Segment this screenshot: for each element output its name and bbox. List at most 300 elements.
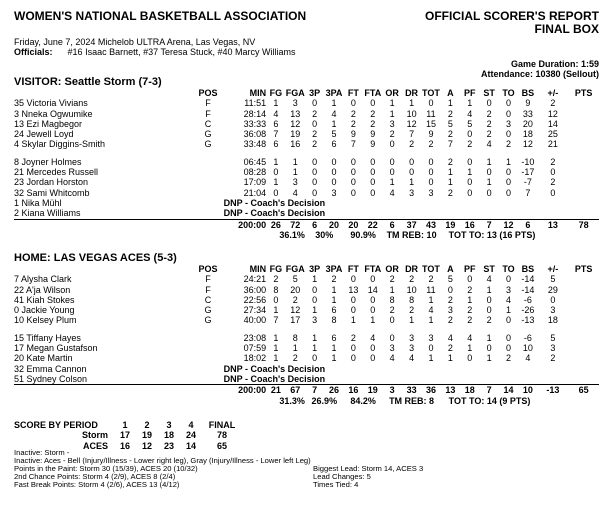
stat-cell: 6: [273, 118, 279, 129]
stat-cell: 0: [467, 353, 473, 364]
stat-cell: 2: [312, 139, 318, 150]
stat-cell: 4: [467, 108, 473, 119]
stat-cell: 2: [331, 274, 337, 285]
column-header: A: [447, 88, 454, 98]
dnp-row: [14, 208, 599, 219]
stat-cell: 4: [486, 274, 492, 285]
stat-cell: 0: [486, 98, 492, 109]
total-cell: 18: [460, 385, 479, 396]
stat-cell: 5: [447, 118, 453, 129]
player-name: 4 Skylar Diggins-Smith: [14, 139, 106, 150]
player-name: 21 Mercedes Russell: [14, 167, 99, 178]
stat-cell: 7: [350, 139, 356, 150]
stat-cell: 2: [428, 274, 434, 285]
total-cell: 20: [324, 219, 343, 230]
period-header-row: [14, 420, 242, 430]
stat-cell: 2: [550, 156, 556, 167]
stat-cell: 0: [350, 353, 356, 364]
stat-cell: 1: [447, 167, 453, 178]
stat-cell: -14: [521, 274, 535, 285]
total-cell: 22: [363, 219, 382, 230]
stat-cell: 2: [467, 305, 473, 316]
dnp-row: [14, 198, 599, 208]
stat-cell: 1: [447, 98, 453, 109]
player-row: [14, 285, 599, 295]
stat-cell: -10: [521, 156, 535, 167]
stat-cell: 0: [312, 177, 318, 188]
period-score: 18: [163, 430, 174, 441]
stat-cell: 1: [428, 353, 434, 364]
stat-cell: 0: [312, 167, 318, 178]
total-turnovers: TOT TO: 13 (16 PTS): [448, 229, 536, 240]
stat-cell: 7: [273, 129, 279, 140]
stat-cell: 06:45: [243, 156, 267, 167]
player-name: 51 Sydney Colson: [14, 373, 88, 384]
total-cell: 20: [344, 219, 363, 230]
stat-cell: 3: [331, 187, 337, 198]
stat-cell: 4: [428, 305, 434, 316]
stat-cell: 2: [486, 315, 492, 326]
stat-cell: 1: [389, 98, 395, 109]
stat-cell: 2: [447, 108, 453, 119]
column-header: 3P: [309, 264, 321, 274]
pct-blank: [14, 396, 192, 406]
stat-cell: 1: [467, 294, 473, 305]
player-name: 7 Alysha Clark: [14, 274, 72, 285]
stat-cell: 12: [522, 139, 533, 150]
column-header: TO: [502, 88, 515, 98]
stat-cell: 3: [312, 315, 318, 326]
totals-blank: [14, 219, 192, 230]
stat-cell: 0: [350, 305, 356, 316]
stat-cell: 4: [273, 108, 279, 119]
player-row: [14, 315, 599, 325]
stat-cell: 0: [486, 167, 492, 178]
stat-cell: 6: [331, 305, 337, 316]
stat-cell: 0: [467, 156, 473, 167]
period-col: 3: [166, 420, 172, 430]
stat-cell: 1: [331, 353, 337, 364]
stat-cell: 0: [428, 156, 434, 167]
period-score: 17: [119, 430, 130, 441]
stat-cell: 2: [389, 274, 395, 285]
stat-cell: 0: [370, 177, 376, 188]
stat-cell: 1: [331, 98, 337, 109]
stat-cell: 1: [486, 284, 492, 295]
total-cell: 26: [324, 385, 343, 396]
stat-cell: 2: [447, 129, 453, 140]
column-header: POS: [198, 88, 218, 98]
player-name: 15 Tiffany Hayes: [14, 332, 81, 343]
stat-cell: 17:09: [243, 177, 267, 188]
totals-blank: [14, 385, 192, 396]
stat-cell: 1: [467, 343, 473, 354]
player-name: 32 Sami Whitcomb: [14, 187, 90, 198]
stat-cell: 3: [292, 98, 298, 109]
stat-cell: 0: [350, 343, 356, 354]
stat-cell: 1: [428, 294, 434, 305]
stat-cell: 0: [486, 187, 492, 198]
league-title: WOMEN'S NATIONAL BASKETBALL ASSOCIATION: [14, 9, 307, 23]
lead-changes: Lead Changes: 5: [313, 472, 371, 481]
stat-cell: 1: [350, 315, 356, 326]
stat-cell: 0: [467, 129, 473, 140]
stat-cell: 33: [522, 108, 533, 119]
stat-cell: 1: [506, 305, 512, 316]
stat-cell: F: [205, 108, 211, 119]
stat-cell: 6: [331, 139, 337, 150]
stat-cell: 2: [389, 305, 395, 316]
total-cell: 3: [382, 385, 401, 396]
period-col: FINAL: [208, 420, 236, 430]
game-duration: Game Duration: 1:59: [510, 59, 599, 69]
home-box-table: [14, 264, 599, 406]
total-cell: 36: [421, 385, 440, 396]
stat-cell: 1: [273, 305, 279, 316]
period-label: SCORE BY PERIOD: [14, 420, 98, 430]
stat-cell: 3: [292, 177, 298, 188]
player-name: 23 Jordan Horston: [14, 177, 89, 188]
period-team: Storm: [81, 430, 108, 441]
stat-cell: 2: [350, 118, 356, 129]
stat-cell: 1: [506, 156, 512, 167]
stat-cell: 18: [547, 315, 558, 326]
column-header: TOT: [422, 264, 440, 274]
column-header: FGA: [285, 88, 305, 98]
stat-cell: 5: [550, 332, 556, 343]
stat-cell: 4: [506, 294, 512, 305]
stat-cell: 1: [273, 343, 279, 354]
period-score: 23: [163, 440, 174, 451]
period-col: 2: [144, 420, 150, 430]
fg-pct: 31.3%: [279, 395, 305, 406]
stat-cell: 08:28: [243, 167, 267, 178]
stat-cell: 1: [486, 156, 492, 167]
player-name: 1 Nika Mühl: [14, 197, 62, 208]
stat-cell: 0: [467, 187, 473, 198]
stat-cell: 12: [290, 118, 301, 129]
percentages-row: [14, 230, 599, 240]
player-name: 32 Emma Cannon: [14, 363, 87, 374]
visitor-team-title: VISITOR: Seattle Storm (7-3): [14, 76, 162, 88]
player-row: [14, 305, 599, 315]
stat-cell: 0: [312, 353, 318, 364]
column-header: BS: [521, 264, 535, 274]
stat-cell: 0: [350, 167, 356, 178]
stat-cell: 1: [331, 118, 337, 129]
stat-cell: 0: [370, 167, 376, 178]
stat-cell: 1: [273, 332, 279, 343]
total-cell: -13: [538, 385, 569, 396]
stat-cell: 3: [389, 118, 395, 129]
stat-cell: 8: [273, 284, 279, 295]
stat-cell: 1: [447, 177, 453, 188]
stat-cell: 2: [467, 315, 473, 326]
column-header: +/-: [547, 88, 559, 98]
stat-cell: 14: [367, 284, 378, 295]
stat-cell: 0: [409, 167, 415, 178]
total-cell: 7: [479, 385, 498, 396]
total-cell: 67: [286, 385, 305, 396]
stat-cell: 2: [409, 274, 415, 285]
stat-cell: 25: [547, 129, 558, 140]
total-cell: 7: [305, 385, 324, 396]
period-score: 12: [141, 440, 152, 451]
stat-cell: 1: [292, 156, 298, 167]
stat-cell: 1: [447, 353, 453, 364]
stat-cell: 1: [389, 284, 395, 295]
stat-cell: 2: [506, 139, 512, 150]
score-by-period-table: [14, 420, 242, 451]
total-cell: 21: [266, 385, 285, 396]
stat-cell: 2: [447, 156, 453, 167]
stat-cell: 0: [506, 332, 512, 343]
stat-cell: G: [204, 315, 212, 326]
stat-cell: 0: [312, 294, 318, 305]
stat-cell: 2: [447, 315, 453, 326]
column-header: DR: [405, 88, 419, 98]
period-score: 65: [216, 440, 227, 451]
stat-cell: 1: [486, 332, 492, 343]
stat-cell: 2: [467, 139, 473, 150]
ft-pct: 84.2%: [350, 395, 376, 406]
stat-cell: 0: [467, 274, 473, 285]
period-col: 4: [188, 420, 194, 430]
stat-cell: 1: [467, 167, 473, 178]
stat-cell: C: [204, 294, 212, 305]
officials-line: [14, 47, 295, 57]
stat-cell: 2: [467, 284, 473, 295]
stat-cell: 0: [428, 343, 434, 354]
stat-cell: 11:51: [244, 98, 267, 109]
stat-cell: 1: [486, 353, 492, 364]
stat-cell: 0: [506, 343, 512, 354]
stat-cell: 0: [350, 187, 356, 198]
stat-cell: 22:56: [243, 294, 267, 305]
stat-cell: 11: [426, 108, 436, 119]
stat-cell: 4: [389, 353, 395, 364]
stat-cell: 4: [447, 332, 453, 343]
stat-cell: 1: [273, 98, 279, 109]
report-title: OFFICIAL SCORER'S REPORT: [425, 9, 599, 23]
period-score: 24: [185, 430, 196, 441]
stat-cell: 16: [290, 139, 301, 150]
stat-cell: 1: [312, 332, 318, 343]
biggest-lead: Biggest Lead: Storm 14, ACES 3: [313, 464, 424, 473]
stat-cell: G: [204, 139, 212, 150]
column-header: TOT: [422, 88, 440, 98]
column-header: 3PA: [325, 88, 343, 98]
column-header: ST: [483, 264, 495, 274]
stat-cell: 0: [389, 156, 395, 167]
player-name: 17 Megan Gustafson: [14, 343, 98, 354]
stat-cell: 2: [486, 129, 492, 140]
stat-cell: 0: [370, 294, 376, 305]
total-cell: [192, 219, 225, 230]
stat-cell: 9: [350, 129, 356, 140]
times-tied: Times Tied: 4: [313, 480, 359, 489]
player-row: [14, 167, 599, 177]
stat-cell: 1: [389, 177, 395, 188]
pct-blank: [14, 230, 192, 240]
stat-cell: -7: [523, 177, 532, 188]
stat-cell: 3: [409, 343, 415, 354]
stat-cell: F: [205, 274, 211, 285]
stat-cell: 2: [550, 98, 556, 109]
stat-cell: 0: [312, 187, 318, 198]
stat-cell: 3: [447, 305, 453, 316]
period-team: ACES: [82, 440, 108, 451]
stat-cell: 4: [370, 332, 376, 343]
stat-cell: 9: [525, 98, 531, 109]
stat-cell: 0: [312, 284, 318, 295]
stat-cell: [192, 353, 225, 363]
stat-cell: -17: [521, 167, 535, 178]
stat-cell: 1: [331, 284, 337, 295]
stat-cell: 11: [426, 284, 436, 295]
stat-cell: 3: [409, 332, 415, 343]
column-header: FG: [269, 88, 283, 98]
stat-cell: 13: [348, 284, 359, 295]
stat-cell: 0: [370, 98, 376, 109]
stat-cell: 5: [331, 129, 337, 140]
stat-cell: 0: [350, 98, 356, 109]
player-row: [14, 139, 599, 149]
total-cell: 19: [441, 219, 460, 230]
player-row: [14, 119, 599, 129]
stat-cell: 0: [273, 167, 279, 178]
stat-cell: [192, 188, 225, 198]
stat-cell: F: [205, 98, 211, 109]
stat-cell: 0: [350, 156, 356, 167]
stat-cell: 0: [550, 294, 556, 305]
total-cell: 16: [460, 219, 479, 230]
stat-cell: 13: [290, 108, 301, 119]
stat-cell: 21:04: [243, 187, 267, 198]
dnp-reason: DNP - Coach's Decision: [223, 373, 326, 384]
total-cell: 26: [266, 219, 285, 230]
total-cell: 37: [402, 219, 421, 230]
stat-cell: 7: [447, 139, 453, 150]
player-row: [14, 98, 599, 108]
dnp-reason: DNP - Coach's Decision: [223, 208, 326, 219]
spacer-row: [14, 150, 599, 157]
player-row: [14, 188, 599, 198]
stat-cell: 4: [292, 187, 298, 198]
column-header: PF: [463, 264, 476, 274]
stat-cell: 3: [506, 284, 512, 295]
stat-cell: F: [205, 284, 211, 295]
header-row: [14, 88, 599, 98]
stat-cell: 1: [409, 315, 415, 326]
stat-cell: 1: [273, 177, 279, 188]
stat-cell: 1: [312, 343, 318, 354]
inactive-aces: Inactive: Aces - Bell (Injury/Illness - Lower right leg), Gray (Injury/Illness - Lower left Leg): [14, 456, 311, 465]
stat-cell: 5: [292, 274, 298, 285]
stat-cell: 3: [550, 343, 556, 354]
stat-cell: 0: [428, 177, 434, 188]
column-header: 3P: [309, 88, 321, 98]
stat-cell: 2: [273, 274, 279, 285]
period-score: 16: [119, 440, 130, 451]
stat-cell: G: [204, 129, 212, 140]
stat-cell: 0: [428, 167, 434, 178]
stat-cell: 2: [409, 139, 415, 150]
team-rebounds: TM REB: 8: [389, 395, 435, 406]
column-header: OR: [385, 88, 399, 98]
column-header: PF: [463, 88, 476, 98]
stat-cell: 0: [331, 167, 337, 178]
stat-cell: 4: [331, 108, 337, 119]
stat-cell: 10: [406, 284, 417, 295]
stat-cell: 0: [506, 108, 512, 119]
stat-cell: 40:00: [243, 315, 267, 326]
stat-cell: 27:34: [243, 305, 267, 316]
stat-cell: 1: [312, 305, 318, 316]
stat-cell: 2: [370, 108, 376, 119]
header-blank: [14, 88, 192, 98]
stat-cell: 0: [389, 139, 395, 150]
spacer-row: [14, 326, 599, 333]
stat-cell: 5: [467, 118, 473, 129]
header-row: [14, 264, 599, 274]
column-header: BS: [521, 88, 535, 98]
totals-row: [14, 219, 599, 230]
ft-pct: 90.9%: [350, 229, 376, 240]
total-cell: 13: [441, 385, 460, 396]
stat-cell: 0: [350, 177, 356, 188]
stat-cell: -6: [523, 332, 532, 343]
stat-cell: 3: [506, 118, 512, 129]
three-pct: 26.9%: [311, 395, 338, 406]
date-venue: Friday, June 7, 2024 Michelob ULTRA Arena, Las Vegas, NV: [14, 37, 256, 47]
stat-cell: 0: [389, 332, 395, 343]
stat-cell: 7: [273, 315, 279, 326]
stat-cell: 0: [550, 187, 556, 198]
percentages-row: [14, 396, 599, 406]
player-name: 10 Kelsey Plum: [14, 315, 77, 326]
stat-cell: -13: [521, 315, 535, 326]
stat-cell: 0: [409, 156, 415, 167]
stat-cell: 1: [292, 343, 298, 354]
stat-cell: 9: [370, 129, 376, 140]
total-cell: 65: [568, 385, 599, 396]
column-header: FGA: [285, 264, 305, 274]
officials-names: #16 Isaac Barnett, #37 Teresa Stuck, #40 Marcy Williams: [67, 47, 296, 57]
player-row: [14, 129, 599, 139]
stat-cell: 0: [506, 315, 512, 326]
column-header: PTS: [574, 88, 593, 98]
stat-cell: 4: [409, 353, 415, 364]
total-cell: 7: [479, 219, 498, 230]
stat-cell: 0: [370, 305, 376, 316]
total-cell: 10: [518, 385, 537, 396]
player-name: 20 Kate Martin: [14, 353, 73, 364]
fg-pct: 36.1%: [279, 229, 305, 240]
player-row: [14, 274, 599, 284]
stat-cell: 0: [370, 187, 376, 198]
stat-cell: 2: [350, 332, 356, 343]
visitor-box-table: [14, 88, 599, 240]
stat-cell: 10: [406, 108, 417, 119]
stat-cell: 15: [425, 118, 436, 129]
player-name: 0 Jackie Young: [14, 305, 75, 316]
stat-cell: 2: [428, 139, 434, 150]
column-header: FTA: [364, 264, 382, 274]
player-name: 24 Jewell Loyd: [14, 129, 74, 140]
stat-cell: 4: [486, 139, 492, 150]
stat-cell: 3: [428, 187, 434, 198]
